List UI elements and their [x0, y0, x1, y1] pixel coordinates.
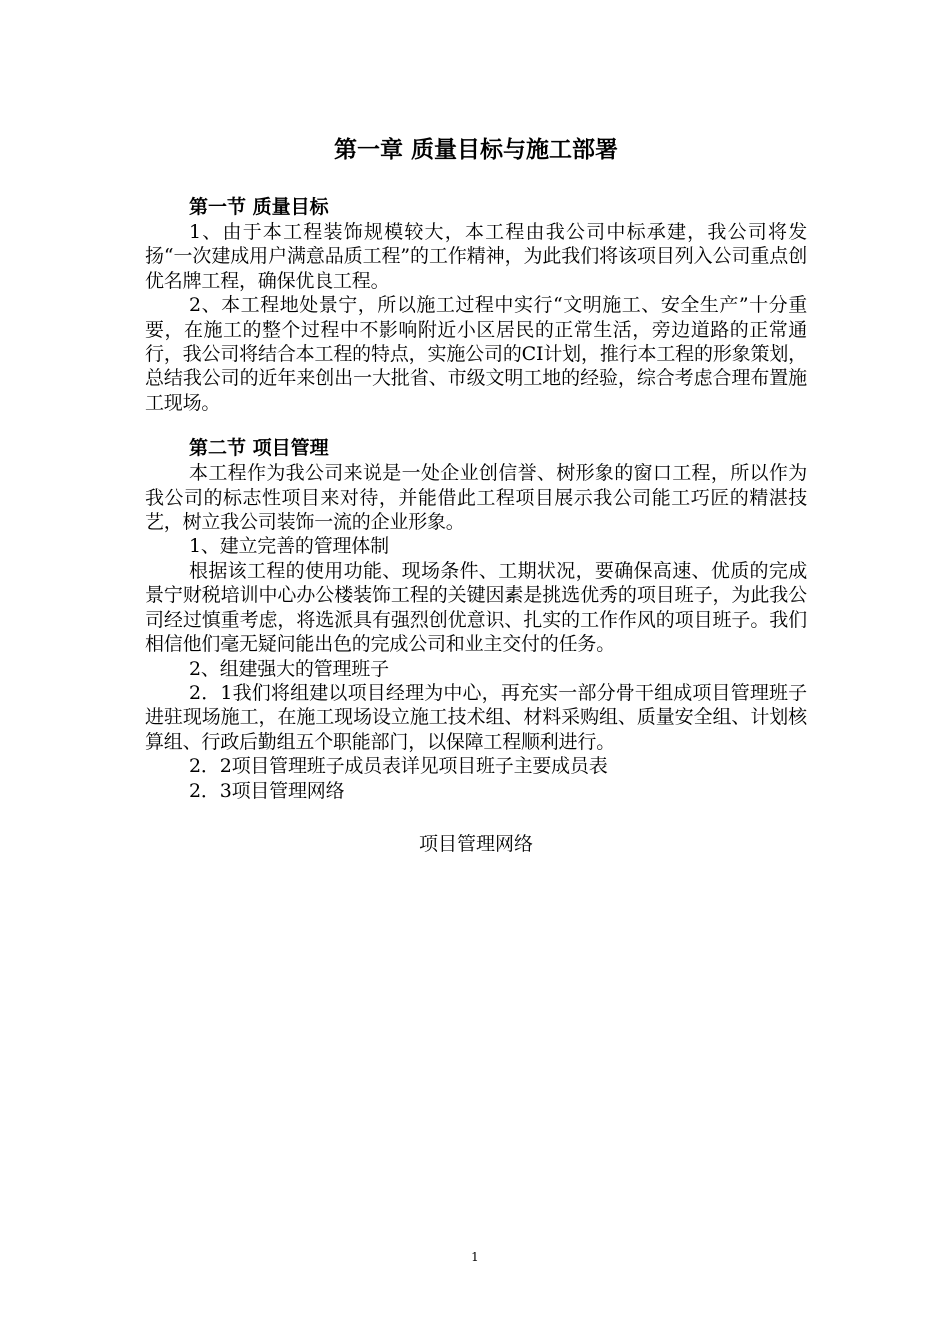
section-title: 第一节 质量目标	[189, 196, 329, 218]
paragraph: 2．2项目管理班子成员表详见项目班子主要成员表	[189, 755, 608, 778]
paragraph: 2．1我们将组建以项目经理为中心，再充实一部分骨干组成项目管理班子进驻现场施工，在施工现场设立施工技术组、材料采购组、质量安全组、计划核算组、行政后勤组五个职能部门，以保障工程顺利进行。	[145, 681, 807, 753]
section-title: 第二节 项目管理	[189, 437, 329, 460]
section-spacer	[145, 415, 807, 435]
paragraph: 2．3项目管理网络	[189, 779, 345, 802]
chapter-title: 第一章 质量目标与施工部署	[333, 137, 618, 163]
section-project-management	[145, 435, 807, 803]
paragraph: 根据该工程的使用功能、现场条件、工期状况，要确保高速、优质的完成景宁财税培训中心办公楼装饰工程的关键因素是挑选优秀的项目班子，为此我公司经过慎重考虑，将选派具有强烈创优意识、扎实的工作作风的项目班子。我们相信他们毫无疑问能出色的完成公司和业主交付的任务。	[145, 559, 807, 656]
paragraph: 2、本工程地处景宁，所以施工过程中实行“文明施工、安全生产”十分重要，在施工的整个过程中不影响附近小区居民的正常生活，旁边道路的正常通行，我公司将结合本工程的特点，实施公司的CI计划，推行本工程的形象策划，总结我公司的近年来创出一大批省、市级文明工地的经验，综合考虑合理布置施工现场。	[145, 294, 807, 414]
document-page	[145, 130, 807, 857]
page-number: 1	[471, 1250, 479, 1264]
figure-caption: 项目管理网络	[418, 832, 533, 855]
paragraph: 1、由于本工程装饰规模较大，本工程由我公司中标承建，我公司将发扬“一次建成用户满意品质工程”的工作精神，为此我们将该项目列入公司重点创优名牌工程，确保优良工程。	[145, 221, 807, 292]
paragraph: 本工程作为我公司来说是一处企业创信誉、树形象的窗口工程，所以作为我公司的标志性项目来对待，并能借此工程项目展示我公司能工巧匠的精湛技艺，树立我公司装饰一流的企业形象。	[145, 462, 807, 534]
subheading: 2、组建强大的管理班子	[189, 657, 389, 680]
section-quality-goals	[145, 194, 807, 415]
subheading: 1、建立完善的管理体制	[189, 535, 389, 558]
